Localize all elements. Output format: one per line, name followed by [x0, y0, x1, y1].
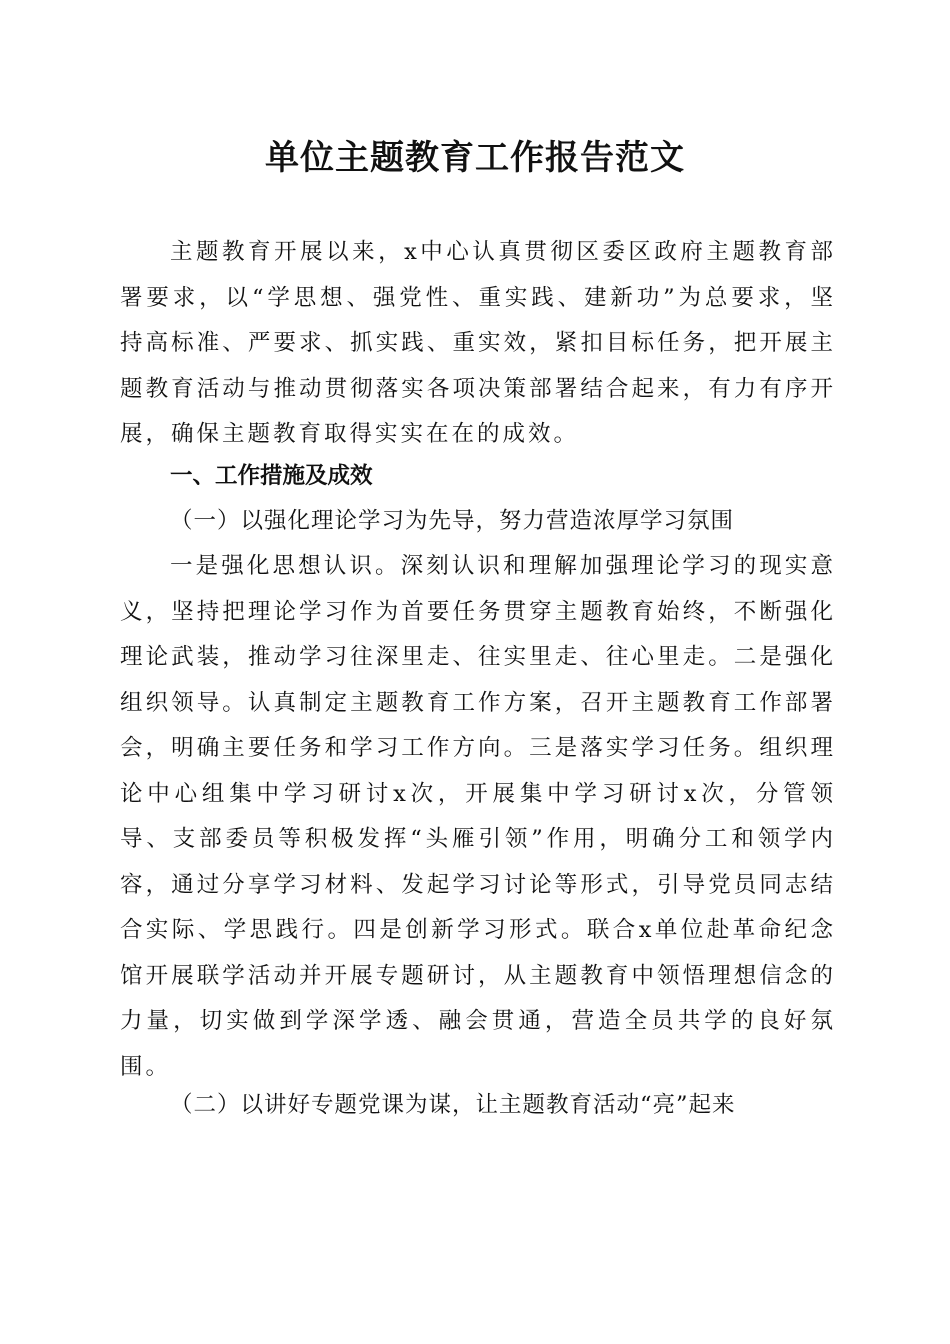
section-heading-1: 一、工作措施及成效: [170, 463, 373, 489]
subsection-heading-2: （二）以讲好专题党课为谋，让主题教育活动“亮”起来: [170, 1092, 736, 1118]
intro-paragraph: 主题教育开展以来，x中心认真贯彻区委区政府主题教育部署要求，以“学思想、强党性、重实践、建新功”为总要求，坚持高标准、严要求、抓实践、重实效，紧扣目标任务，把开展主题教育活动与推动贯彻落实各项决策部署结合起来，有力有序开展，确保主题教育取得实实在在的成效。: [120, 239, 836, 447]
subsection-heading-1: （一）以强化理论学习为先导，努力营造浓厚学习氛围: [170, 508, 735, 534]
subsection-1-paragraph: 一是强化思想认识。深刻认识和理解加强理论学习的现实意义，坚持把理论学习作为首要任务贯穿主题教育始终，不断强化理论武装，推动学习往深里走、往实里走、往心里走。二是强化组织领导。认真制定主题教育工作方案，召开主题教育工作部署会，明确主要任务和学习工作方向。三是落实学习任务。组织理论中心组集中学习研讨x次，开展集中学习研讨x次，分管领导、支部委员等积极发挥“头雁引领”作用，明确分工和领学内容，通过分享学习材料、发起学习讨论等形式，引导党员同志结合实际、学思践行。四是创新学习形式。联合x单位赴革命纪念馆开展联学活动并开展专题研讨，从主题教育中领悟理想信念的力量，切实做到学深学透、融会贯通，营造全员共学的良好氛围。: [120, 553, 836, 1080]
document-title: 单位主题教育工作报告范文: [265, 138, 685, 178]
